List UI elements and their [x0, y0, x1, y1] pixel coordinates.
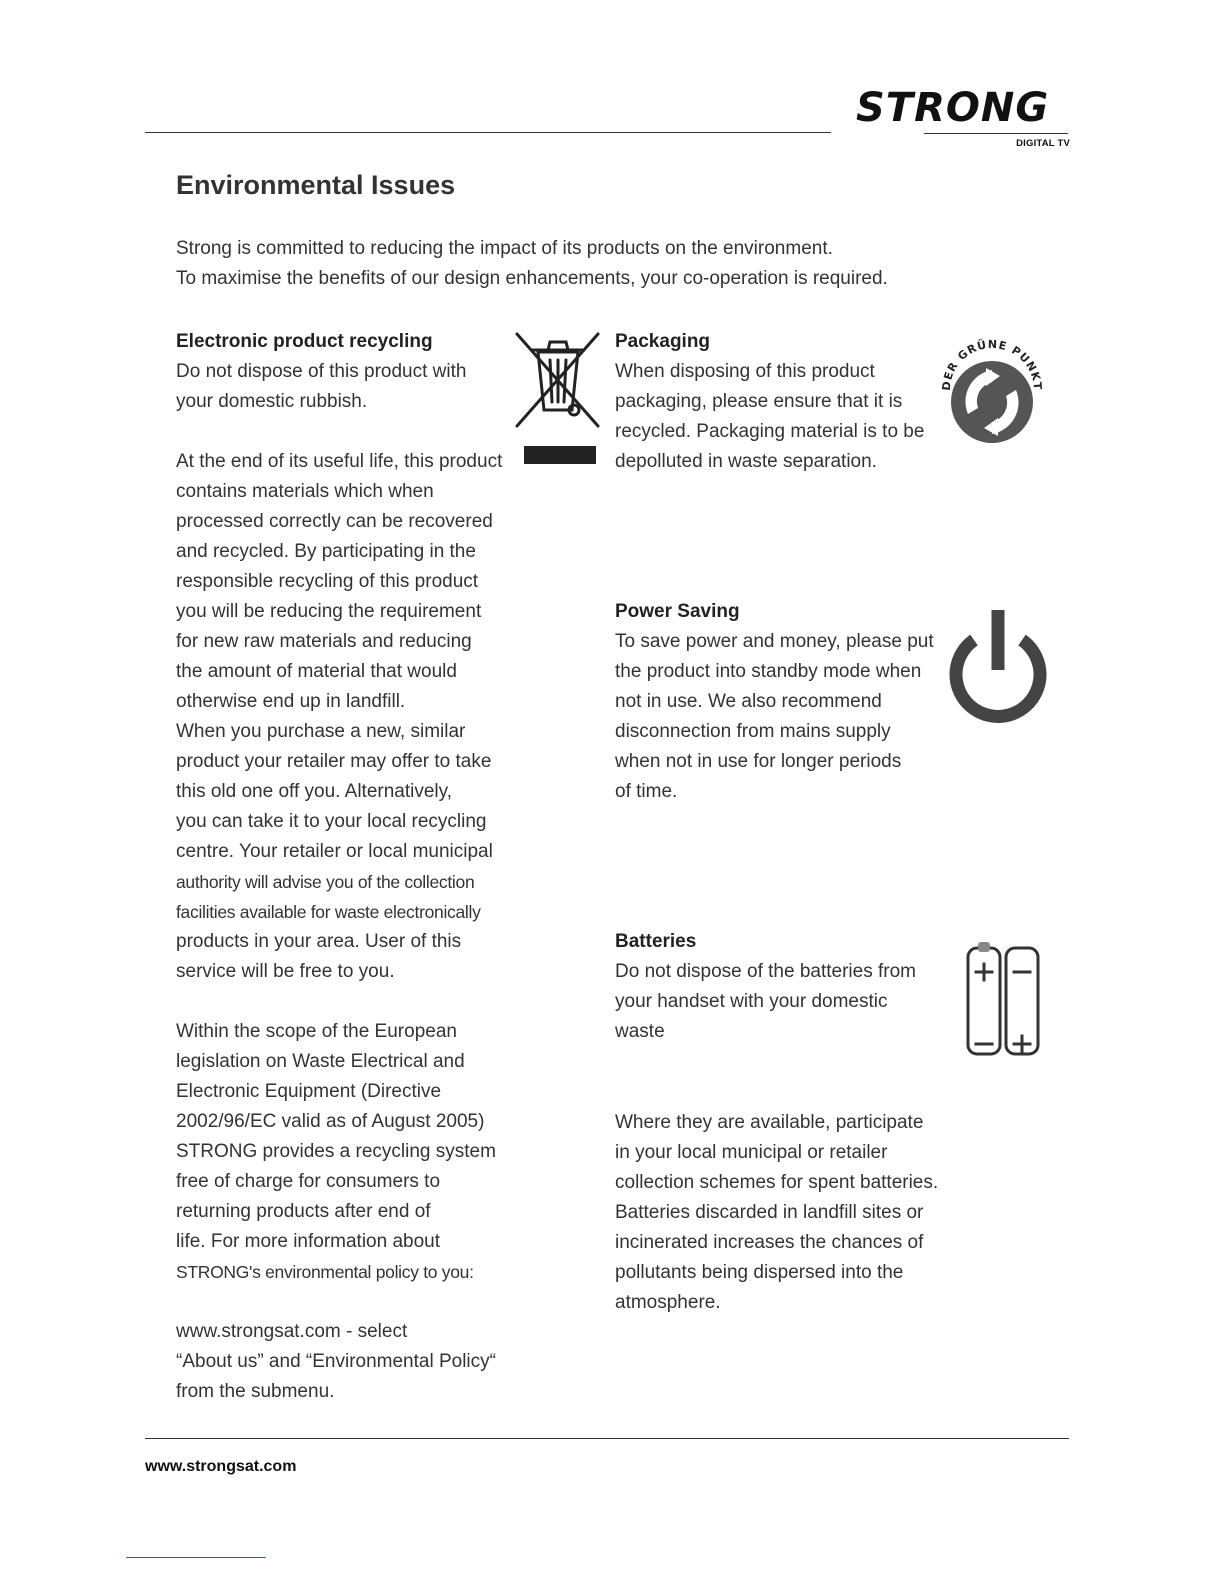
text-line: Do not dispose of the batteries from	[615, 961, 916, 982]
brand-subtitle: DIGITAL TV	[1016, 138, 1070, 149]
text-line: “About us” and “Environmental Policy“	[176, 1351, 496, 1372]
text-line: To save power and money, please put	[615, 631, 934, 652]
text-line: when not in use for longer periods	[615, 751, 902, 772]
weee-bin-icon	[512, 330, 604, 468]
text-line: recycled. Packaging material is to be	[615, 421, 925, 442]
text-line: you can take it to your local recycling	[176, 811, 487, 832]
text-line: for new raw materials and reducing	[176, 631, 472, 652]
batteries-section	[615, 927, 945, 1047]
packaging-section	[615, 327, 945, 477]
text-line: returning products after end of	[176, 1201, 431, 1222]
text-line: When disposing of this product	[615, 361, 875, 382]
recycling-section	[176, 327, 521, 1407]
text-line: Within the scope of the European	[176, 1021, 457, 1042]
text-line: centre. Your retailer or local municipal	[176, 841, 493, 862]
logo-rule	[924, 133, 1068, 134]
power-icon	[944, 606, 1052, 730]
text-line: incinerated increases the chances of	[615, 1232, 924, 1253]
text-line: At the end of its useful life, this product	[176, 451, 503, 472]
brand-logo: STRONG	[856, 85, 1050, 131]
text-line: packaging, please ensure that it is	[615, 391, 903, 412]
batteries-icon	[962, 938, 1046, 1060]
text-line: facilities available for waste electronically	[176, 902, 481, 922]
text-line: the amount of material that would	[176, 661, 457, 682]
intro-line: Strong is committed to reducing the impact of its products on the environment.	[176, 238, 833, 259]
text-line: www.strongsat.com - select	[176, 1321, 408, 1342]
text-line: otherwise end up in landfill.	[176, 691, 406, 712]
text-line: products in your area. User of this	[176, 931, 462, 952]
svg-text:DER GRÜNE PUNKT: DER GRÜNE PUNKT	[939, 337, 1045, 392]
footer-url: www.strongsat.com	[145, 1458, 297, 1475]
text-line: waste	[615, 1021, 665, 1042]
text-line: STRONG provides a recycling system	[176, 1141, 496, 1162]
text-line: life. For more information about	[176, 1231, 441, 1252]
page-title: Environmental Issues	[176, 170, 456, 200]
intro-line: To maximise the benefits of our design enhancements, your co-operation is required.	[176, 268, 888, 289]
text-line: STRONG's environmental policy to you:	[176, 1262, 474, 1282]
text-line: not in use. We also recommend	[615, 691, 882, 712]
text-line: 2002/96/EC valid as of August 2005)	[176, 1111, 485, 1132]
power-heading: Power Saving	[615, 601, 740, 622]
green-dot-logo-icon	[938, 330, 1046, 450]
text-line: processed correctly can be recovered	[176, 511, 493, 532]
footer-rule	[145, 1438, 1069, 1439]
batteries-collection-text	[615, 1108, 955, 1318]
text-line: this old one off you. Alternatively,	[176, 781, 453, 802]
packaging-heading: Packaging	[615, 331, 711, 352]
text-line: from the submenu.	[176, 1381, 335, 1402]
text-line: the product into standby mode when	[615, 661, 922, 682]
recycling-heading: Electronic product recycling	[176, 331, 433, 352]
text-line: pollutants being dispersed into the	[615, 1262, 904, 1283]
text-line: When you purchase a new, similar	[176, 721, 466, 742]
text-line: Electronic Equipment (Directive	[176, 1081, 442, 1102]
text-line: in your local municipal or retailer	[615, 1142, 888, 1163]
text-line: responsible recycling of this product	[176, 571, 479, 592]
intro-text	[176, 234, 1076, 294]
text-line: disconnection from mains supply	[615, 721, 891, 742]
power-saving-section	[615, 597, 945, 807]
text-line: collection schemes for spent batteries.	[615, 1172, 939, 1193]
text-line: service will be free to you.	[176, 961, 395, 982]
text-line: Do not dispose of this product with	[176, 361, 467, 382]
batteries-heading: Batteries	[615, 931, 697, 952]
header-rule	[145, 132, 831, 133]
text-line: of time.	[615, 781, 678, 802]
text-line: you will be reducing the requirement	[176, 601, 482, 622]
text-line: your handset with your domestic	[615, 991, 888, 1012]
text-line: product your retailer may offer to take	[176, 751, 492, 772]
text-line: contains materials which when	[176, 481, 434, 502]
text-line: legislation on Waste Electrical and	[176, 1051, 465, 1072]
text-line: authority will advise you of the collection	[176, 872, 475, 892]
text-line: Batteries discarded in landfill sites or	[615, 1202, 924, 1223]
bottom-divider	[126, 1557, 266, 1558]
text-line: your domestic rubbish.	[176, 391, 368, 412]
text-line: depolluted in waste separation.	[615, 451, 877, 472]
text-line: and recycled. By participating in the	[176, 541, 476, 562]
text-line: atmosphere.	[615, 1292, 721, 1313]
text-line: Where they are available, participate	[615, 1112, 924, 1133]
text-line: free of charge for consumers to	[176, 1171, 441, 1192]
